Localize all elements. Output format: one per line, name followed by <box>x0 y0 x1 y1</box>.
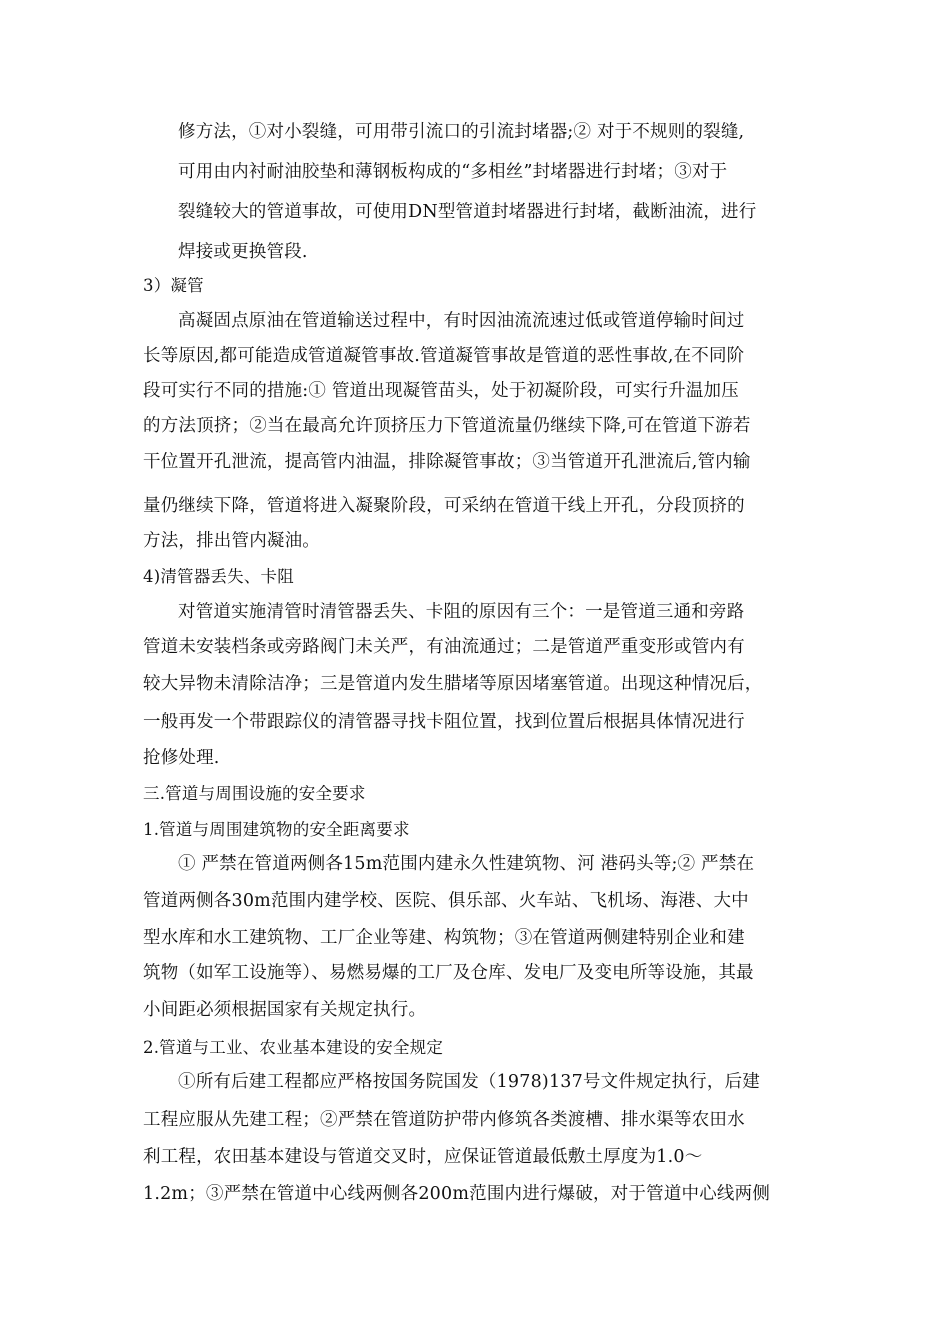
paragraph-line: 的方法顶挤；②当在最高允许顶挤压力下管道流量仍继续下降,可在管道下游若 <box>143 416 751 436</box>
paragraph-line: 量仍继续下降，管道将进入凝聚阶段，可采纳在管道干线上开孔，分段顶挤的 <box>143 496 745 516</box>
paragraph-line: 修方法，①对小裂缝，可用带引流口的引流封堵器;② 对于不规则的裂缝, <box>178 122 745 142</box>
section-heading: 3）凝管 <box>143 276 204 295</box>
section-heading: 2.管道与工业、农业基本建设的安全规定 <box>143 1038 444 1057</box>
paragraph-line: 方法，排出管内凝油。 <box>143 531 320 551</box>
paragraph-line: 1.2m；③严禁在管道中心线两侧各200m范围内进行爆破，对于管道中心线两侧 <box>143 1184 771 1204</box>
section-heading: 三.管道与周围设施的安全要求 <box>143 784 366 803</box>
paragraph-line: 抢修处理. <box>143 748 220 768</box>
paragraph-line: ①所有后建工程都应严格按国务院国发（1978)137号文件规定执行，后建 <box>178 1072 760 1092</box>
paragraph-line: 高凝固点原油在管道输送过程中，有时因油流流速过低或管道停输时间过 <box>178 311 745 331</box>
paragraph-line: 焊接或更换管段. <box>178 242 308 262</box>
paragraph-line: 一般再发一个带跟踪仪的清管器寻找卡阻位置，找到位置后根据具体情况进行 <box>143 712 745 732</box>
paragraph-line: 较大异物未清除洁净；三是管道内发生腊堵等原因堵塞管道。出现这种情况后， <box>143 674 763 694</box>
paragraph-line: 可用由内衬耐油胶垫和薄钢板构成的“多相丝”封堵器进行封堵；③对于 <box>178 162 728 182</box>
paragraph-line: 小间距必须根据国家有关规定执行。 <box>143 1000 427 1020</box>
paragraph-line: 干位置开孔泄流，提高管内油温，排除凝管事故；③当管道开孔泄流后,管内输 <box>143 452 751 472</box>
paragraph-line: 筑物（如军工设施等）、易燃易爆的工厂及仓库、发电厂及变电所等设施，其最 <box>143 963 754 983</box>
paragraph-line: ① 严禁在管道两侧各15m范围内建永久性建筑物、河 港码头等;② 严禁在 <box>178 854 755 874</box>
paragraph-line: 长等原因,都可能造成管道凝管事故.管道凝管事故是管道的恶性事故,在不同阶 <box>143 346 745 366</box>
paragraph-line: 工程应服从先建工程；②严禁在管道防护带内修筑各类渡槽、排水渠等农田水 <box>143 1110 745 1130</box>
paragraph-line: 对管道实施清管时清管器丢失、卡阻的原因有三个：一是管道三通和旁路 <box>178 602 745 622</box>
paragraph-line: 利工程，农田基本建设与管道交叉时，应保证管道最低敷土厚度为1.0～ <box>143 1147 703 1167</box>
paragraph-line: 管道未安装档条或旁路阀门未关严，有油流通过；二是管道严重变形或管内有 <box>143 637 745 657</box>
paragraph-line: 管道两侧各30m范围内建学校、医院、俱乐部、火车站、飞机场、海港、大中 <box>143 891 749 911</box>
paragraph-line: 段可实行不同的措施:① 管道出现凝管苗头，处于初凝阶段，可实行升温加压 <box>143 381 739 401</box>
section-heading: 1.管道与周围建筑物的安全距离要求 <box>143 820 410 839</box>
section-heading: 4)清管器丢失、卡阻 <box>143 567 294 586</box>
paragraph-line: 裂缝较大的管道事故，可使用DN型管道封堵器进行封堵，截断油流，进行 <box>178 202 757 222</box>
paragraph-line: 型水库和水工建筑物、工厂企业等建、构筑物；③在管道两侧建特别企业和建 <box>143 928 745 948</box>
